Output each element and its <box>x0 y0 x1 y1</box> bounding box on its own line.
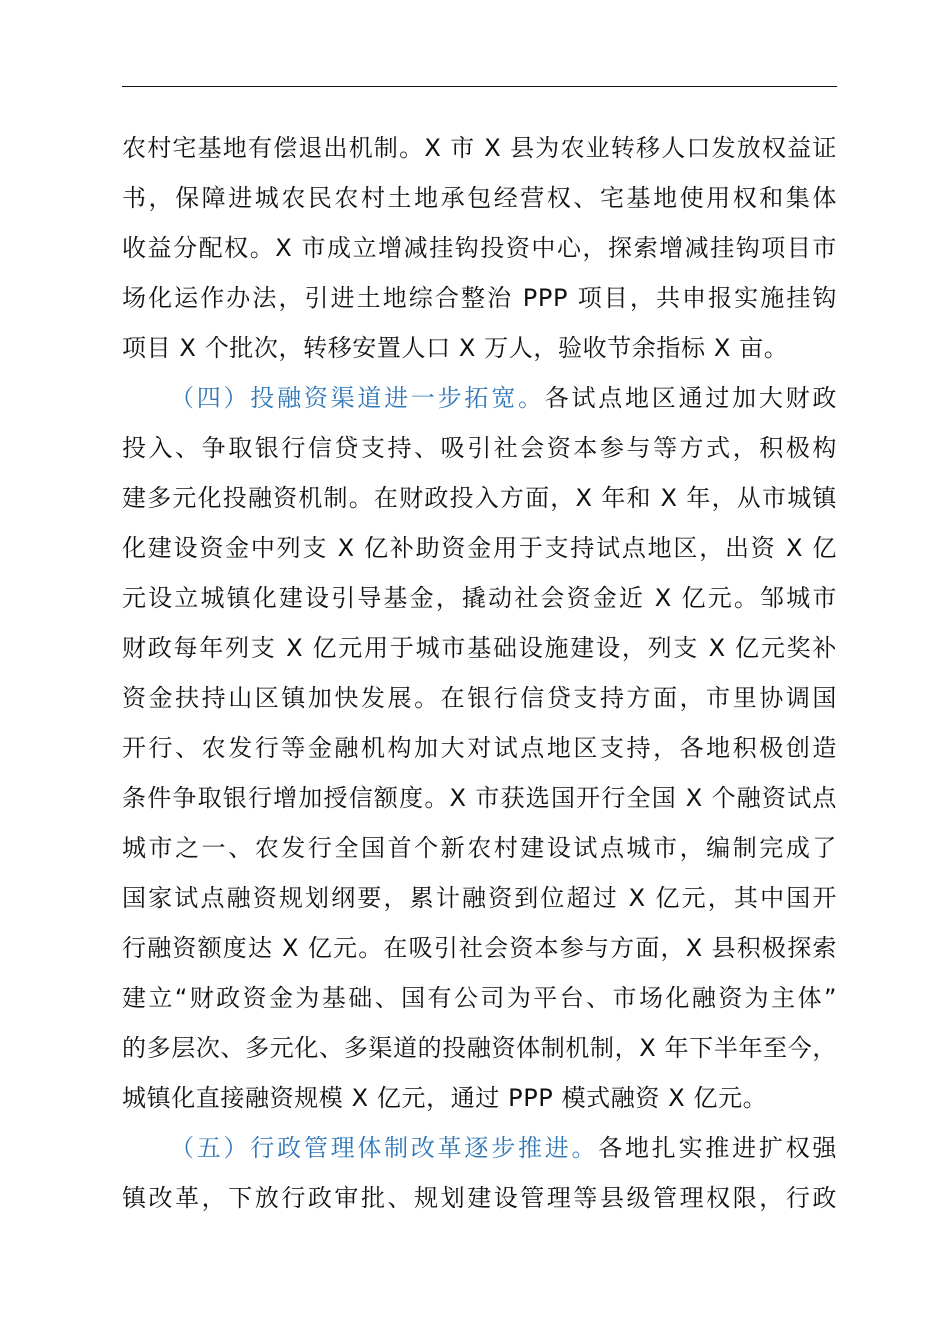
text-line: 财政每年列支 X 亿元用于城市基础设施建设，列支 X 亿元奖补 <box>122 634 837 662</box>
section-4-lead: 各试点地区通过加大财政 <box>544 384 837 412</box>
text-line: 开行、农发行等金融机构加大对试点地区支持，各地积极创造 <box>122 734 837 762</box>
text-line: 化建设资金中列支 X 亿补助资金用于支持试点地区，出资 X 亿 <box>122 534 837 562</box>
text-line: 农村宅基地有偿退出机制。X 市 X 县为农业转移人口发放权益证 <box>122 134 837 162</box>
text-line: 资金扶持山区镇加快发展。在银行信贷支持方面，市里协调国 <box>122 684 837 712</box>
section-5-heading: （五）行政管理体制改革逐步推进。 <box>170 1134 599 1162</box>
text-line: 行融资额度达 X 亿元。在吸引社会资本参与方面，X 县积极探索 <box>122 934 837 962</box>
text-line: 条件争取银行增加授信额度。X 市获选国开行全国 X 个融资试点 <box>122 784 837 812</box>
section-5-lead: 各地扎实推进扩权强 <box>598 1134 837 1162</box>
text-line: 投入、争取银行信贷支持、吸引社会资本参与等方式，积极构 <box>122 434 837 462</box>
section-4-paragraph-start <box>170 383 837 413</box>
text-line: 建立“财政资金为基础、国有公司为平台、市场化融资为主体” <box>122 984 837 1012</box>
text-line: 的多层次、多元化、多渠道的投融资体制机制，X 年下半年至今， <box>122 1034 837 1062</box>
section-5-paragraph-start <box>170 1133 837 1163</box>
header-rule <box>122 86 837 87</box>
text-line: 城市之一、农发行全国首个新农村建设试点城市，编制完成了 <box>122 834 837 862</box>
text-line: 镇改革，下放行政审批、规划建设管理等县级管理权限，行政 <box>122 1184 837 1212</box>
section-4-heading: （四）投融资渠道进一步拓宽。 <box>170 384 545 412</box>
text-line: 项目 X 个批次，转移安置人口 X 万人，验收节余指标 X 亩。 <box>122 334 789 362</box>
text-line: 元设立城镇化建设引导基金，撬动社会资金近 X 亿元。邹城市 <box>122 584 837 612</box>
text-line: 收益分配权。X 市成立增减挂钩投资中心，探索增减挂钩项目市 <box>122 234 837 262</box>
text-line: 建多元化投融资机制。在财政投入方面，X 年和 X 年，从市城镇 <box>122 484 837 512</box>
text-line: 书，保障进城农民农村土地承包经营权、宅基地使用权和集体 <box>122 184 837 212</box>
text-line: 城镇化直接融资规模 X 亿元，通过 PPP 模式融资 X 亿元。 <box>122 1084 768 1112</box>
text-line: 场化运作办法，引进土地综合整治 PPP 项目，共申报实施挂钩 <box>122 284 837 312</box>
text-line: 国家试点融资规划纲要，累计融资到位超过 X 亿元，其中国开 <box>122 884 837 912</box>
